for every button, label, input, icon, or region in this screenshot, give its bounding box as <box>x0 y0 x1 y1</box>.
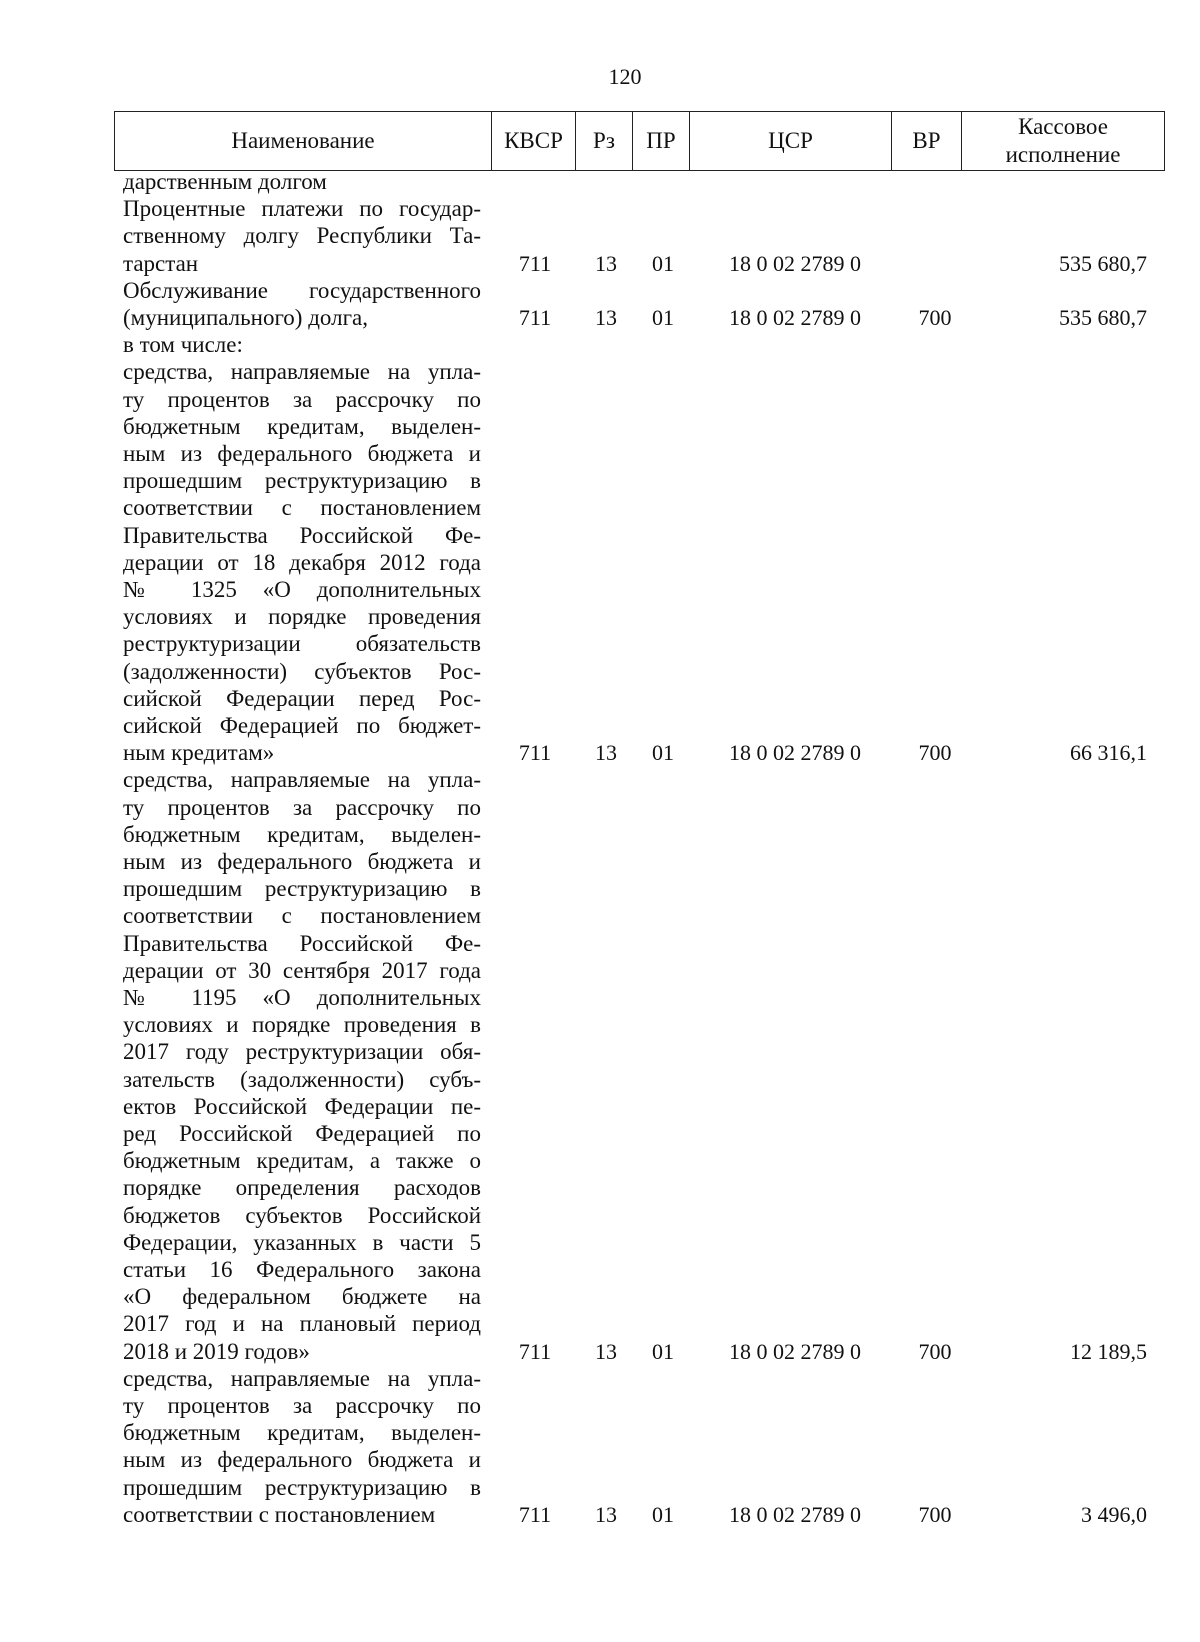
cell-pr: 01 <box>652 1501 674 1527</box>
cell-name-line: 2018 и 2019 годов» <box>123 1338 310 1364</box>
cell-name-line: реструктуризации обязательств <box>123 631 481 657</box>
cell-name-line: 2017 году реструктуризации обя- <box>123 1039 481 1065</box>
cell-name-line: прошедшим реструктуризацию в <box>123 1474 481 1500</box>
cell-name-line: порядке определения расходов <box>123 1175 481 1201</box>
cell-name-line: средства, направляемые на упла- <box>123 1365 481 1391</box>
cell-kvsr: 711 <box>518 304 552 330</box>
cell-name-line: условиях и порядке проведения <box>123 604 481 630</box>
cell-name-line: бюджетным кредитам, выделен- <box>123 821 481 847</box>
cell-rz: 13 <box>595 1501 617 1527</box>
cell-csr: 18 0 02 2789 0 <box>729 1501 861 1527</box>
header-name: Наименование <box>115 112 492 171</box>
cell-csr: 18 0 02 2789 0 <box>729 1338 861 1364</box>
cell-name-line: сийской Федерации перед Рос- <box>123 685 481 711</box>
cell-name-line: 2017 год и на плановый период <box>123 1311 481 1337</box>
cell-name-line: тарстан <box>123 250 199 276</box>
cell-name-line: ред Российской Федерацией по <box>123 1121 481 1147</box>
header-pr: ПР <box>633 112 690 171</box>
cell-pr: 01 <box>652 740 674 766</box>
cell-name-line: бюджетов субъектов Российской <box>123 1202 481 1228</box>
cell-name-line: ным из федерального бюджета и <box>123 1447 481 1473</box>
cell-vr: 700 <box>918 304 952 330</box>
cell-name-line: ным из федерального бюджета и <box>123 441 481 466</box>
cell-vr: 700 <box>918 1338 952 1364</box>
cell-name-line: ным из федерального бюджета и <box>123 849 481 874</box>
cell-name-line: бюджетным кредитам, а также о <box>123 1148 481 1174</box>
cell-cash-execution: 12 189,5 <box>1070 1338 1147 1364</box>
cell-kvsr: 711 <box>518 250 552 276</box>
cell-name-line: № 1325 «О дополнительных <box>123 577 481 603</box>
cell-csr: 18 0 02 2789 0 <box>729 740 861 766</box>
cell-name-line: соответствии с постановлением <box>123 903 481 929</box>
header-rz: Рз <box>576 112 633 171</box>
header-cash-line2: исполнение <box>1005 142 1121 167</box>
cell-name-line: соответствии с постановлением <box>123 495 481 521</box>
cell-name-line: (задолженности) субъектов Рос- <box>123 658 481 684</box>
cell-name-line: Правительства Российской Фе- <box>123 930 481 956</box>
cell-name-line: (муниципального) долга, <box>123 305 368 330</box>
cell-name-line: «О федеральном бюджете на <box>123 1284 481 1310</box>
cell-name-line: Федерации, указанных в части 5 <box>123 1229 481 1255</box>
cell-cash-execution: 66 316,1 <box>1070 740 1147 766</box>
cell-cash-execution: 535 680,7 <box>1059 304 1147 330</box>
cell-name-line: дерации от 18 декабря 2012 года <box>123 549 481 575</box>
cell-kvsr: 711 <box>518 740 552 766</box>
cell-csr: 18 0 02 2789 0 <box>729 304 861 330</box>
cell-rz: 13 <box>595 740 617 766</box>
cell-name-line: зательств (задолженности) субъ- <box>123 1066 481 1092</box>
cell-name <box>123 168 481 195</box>
cell-name-line: ту процентов за рассрочку по <box>123 1393 481 1418</box>
cell-name-line: № 1195 «О дополнительных <box>123 985 481 1011</box>
cell-name-line: Процентные платежи по государ- <box>123 196 481 222</box>
cell-name <box>123 277 481 331</box>
cell-name-line: статьи 16 Федерального закона <box>123 1257 481 1283</box>
cell-pr: 01 <box>652 250 674 276</box>
cell-name <box>123 766 481 1364</box>
cell-name-line: ту процентов за рассрочку по <box>123 794 481 820</box>
cell-name-line: бюджетным кредитам, выделен- <box>123 1420 481 1446</box>
header-vr: ВР <box>892 112 962 171</box>
cell-rz: 13 <box>595 250 617 276</box>
cell-name-line: в том числе: <box>123 332 243 358</box>
cell-name-line: ственному долгу Республики Та- <box>123 223 481 249</box>
cell-name-line: условиях и порядке проведения в <box>123 1012 481 1038</box>
cell-name-line: ту процентов за рассрочку по <box>123 386 481 412</box>
cell-name-line: соответствии с постановлением <box>123 1501 436 1527</box>
cell-cash-execution: 535 680,7 <box>1059 250 1147 276</box>
cell-pr: 01 <box>652 1338 674 1364</box>
cell-kvsr: 711 <box>518 1501 552 1527</box>
cell-name-line: прошедшим реструктуризацию в <box>123 468 481 494</box>
cell-csr: 18 0 02 2789 0 <box>729 250 861 276</box>
header-kvsr: КВСР <box>492 112 576 171</box>
cell-name-line: Обслуживание государственного <box>123 277 481 303</box>
cell-name-line: сийской Федерацией по бюджет- <box>123 713 481 739</box>
cell-name-line: бюджетным кредитам, выделен- <box>123 413 481 439</box>
cell-name-line: средства, направляемые на упла- <box>123 359 481 385</box>
cell-rz: 13 <box>595 1338 617 1364</box>
cell-rz: 13 <box>595 304 617 330</box>
cell-name <box>123 331 481 358</box>
cell-cash-execution: 3 496,0 <box>1081 1501 1147 1527</box>
cell-name <box>123 1365 481 1528</box>
cell-name-line: дерации от 30 сентября 2017 года <box>123 957 481 983</box>
cell-name <box>123 358 481 766</box>
cell-name-line: Правительства Российской Фе- <box>123 522 481 548</box>
header-csr: ЦСР <box>690 112 892 171</box>
cell-pr: 01 <box>652 304 674 330</box>
page-number: 120 <box>608 64 642 89</box>
cell-name-line: дарственным долгом <box>123 169 327 194</box>
cell-vr: 700 <box>918 1501 952 1527</box>
cell-name-line: ектов Российской Федерации пе- <box>123 1093 481 1119</box>
header-cash-line1: Кассовое <box>1018 114 1108 140</box>
cell-kvsr: 711 <box>518 1338 552 1364</box>
cell-name-line: средства, направляемые на упла- <box>123 767 481 793</box>
cell-name-line: ным кредитам» <box>123 740 275 766</box>
cell-name-line: прошедшим реструктуризацию в <box>123 876 481 902</box>
cell-vr: 700 <box>918 740 952 766</box>
cell-name <box>123 195 481 277</box>
